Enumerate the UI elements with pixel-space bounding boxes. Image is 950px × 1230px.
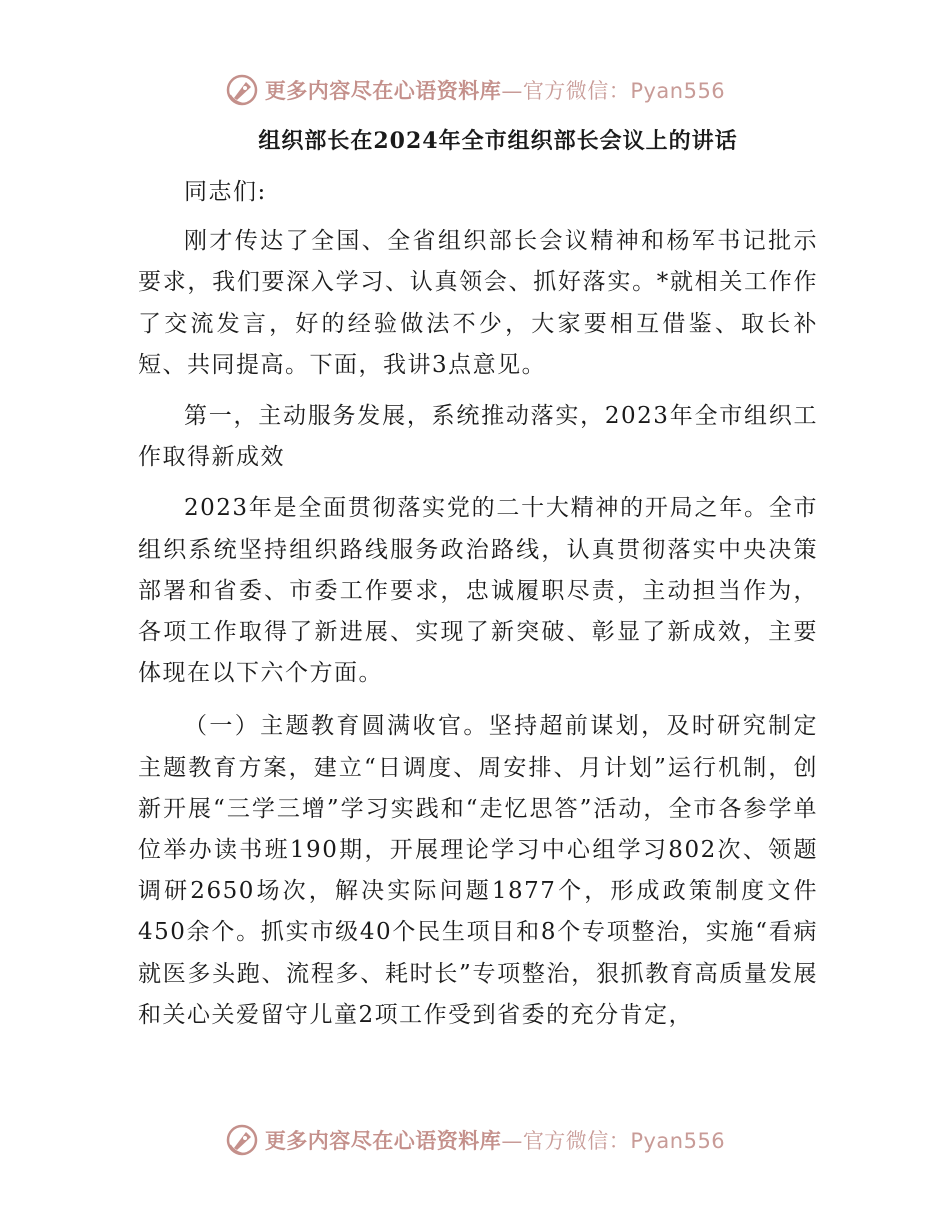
watermark-header (0, 70, 950, 110)
watermark-brand: 更多内容尽在心语资料库 (264, 79, 502, 103)
watermark-footer (0, 1120, 950, 1160)
watermark-text (265, 1125, 725, 1155)
greeting: 同志们: (184, 179, 267, 205)
document-title: 组织部长在2024年全市组织部长会议上的讲话 (258, 128, 738, 154)
watermark-dash: — (501, 79, 523, 103)
document-body (138, 118, 818, 1036)
watermark-dash: — (501, 1129, 523, 1153)
watermark-wechat-label: 官方微信： (522, 79, 631, 103)
paragraph-intro: 刚才传达了全国、全省组织部长会议精神和杨军书记批示要求，我们要深入学习、认真领会、抓好落实。*就相关工作作了交流发言，好的经验做法不少，大家要相互借鉴、取长补短、共同提高。下面，我讲3点意见。 (138, 228, 818, 378)
watermark-wechat-id: Pyan556 (630, 1129, 726, 1153)
watermark-wechat-label: 官方微信： (522, 1129, 631, 1153)
watermark-text (265, 75, 725, 105)
watermark-wechat-id: Pyan556 (630, 79, 726, 103)
pen-nib-logo-icon (225, 73, 259, 107)
watermark-brand: 更多内容尽在心语资料库 (264, 1129, 502, 1153)
paragraph-overview: 2023年是全面贯彻落实党的二十大精神的开局之年。全市组织系统坚持组织路线服务政治路线，认真贯彻落实中央决策部署和省委、市委工作要求，忠诚履职尽责，主动担当作为，各项工作取得了新进展、实现了新突破、彰显了新成效，主要体现在以下六个方面。 (138, 495, 818, 687)
paragraph-item-1: （一）主题教育圆满收官。坚持超前谋划，及时研究制定主题教育方案，建立“日调度、周安排、月计划”运行机制，创新开展“三学三增”学习实践和“走忆思答”活动，全市各参学单位举办读书班190期，开展理论学习中心组学习802次、领题调研2650场次，解决实际问题1877个，形成政策制度文件450余个。抓实市级40个民生项目和8个专项整治，实施“看病就医多头跑、流程多、耗时长”专项整治，狠抓教育高质量发展和关心关爱留守儿童2项工作受到省委的充分肯定， (138, 713, 818, 1028)
section-heading-1: 第一，主动服务发展，系统推动落实，2023年全市组织工作取得新成效 (138, 403, 818, 471)
pen-nib-logo-icon (225, 1123, 259, 1157)
